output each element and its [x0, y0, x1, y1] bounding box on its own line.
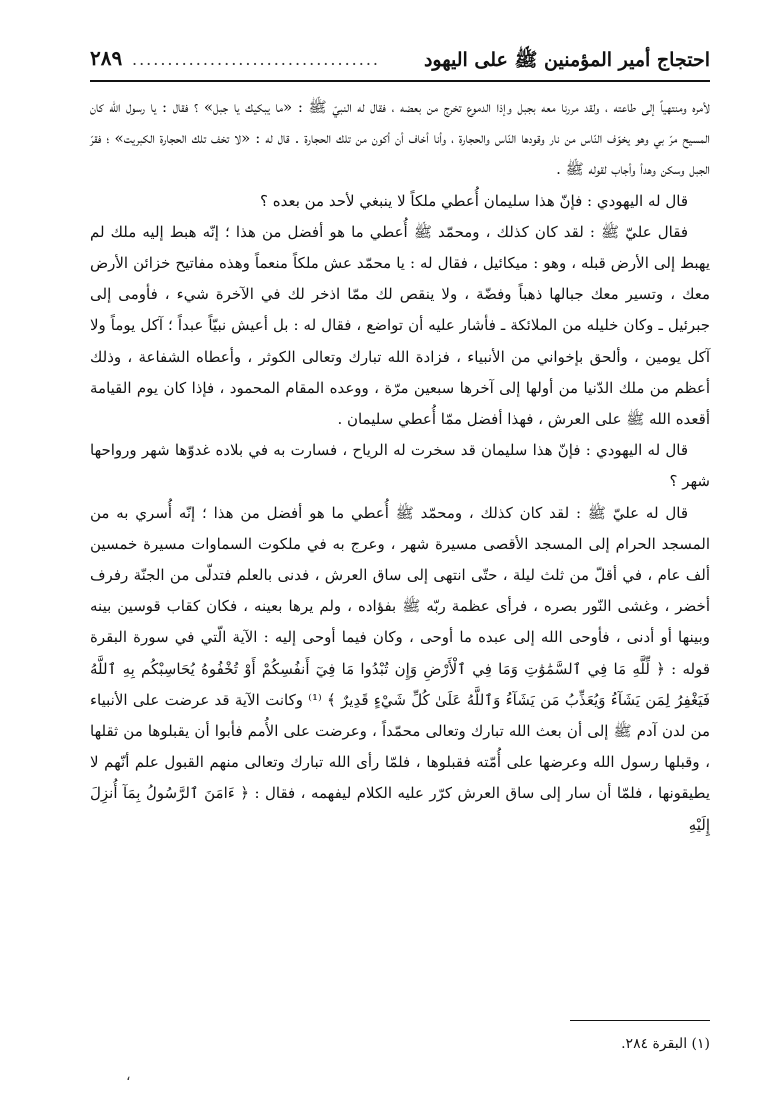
paragraph-1: لأمره ومنتهياً إلى طاعته ، ولقد مررنا معه بجبل وإذا الدموع تخرج من بعضه ، فقال له النبيّ ﷺ : «ما يبكيك يا جبل» ؟ فقال : يا رسول الله كان المسيح مرّ بي وهو يخوّف النّاس من نار وقودها النّاس والحجارة ، وأنا أخاف أن أكون من تلك الحجارة . قال له : «لا تخف تلك الحجارة الكبريت» ؛ فقرّ الجبل وسكن وهدأ وأجاب لقوله ﷺ . — [90, 98, 710, 179]
page-number: ٢٨٩ — [90, 46, 123, 70]
footnote-rule — [570, 1020, 710, 1021]
header-rule — [90, 80, 710, 82]
header-leader-dots: ................................... — [131, 50, 380, 69]
running-header — [90, 40, 710, 76]
paragraph-3: فقال عليّ ﷺ : لقد كان كذلك ، ومحمّد ﷺ أُعطي ما هو أفضل من هذا ؛ إنّه هبط إليه ملك لم يهبط إلى الأرض قبله ، وهو : ميكائيل ، فقال له : يا محمّد عش ملكاً منعماً وهذه مفاتيح خزائن الأرض معك ، وتسير معك جبالها ذهباً وفضّة ، ولا ينقص لك ممّا اذخر لك في الآخرة شيء ، فأومى إلى جبرئيل ـ وكان خليله من الملائكة ـ فأشار عليه أن تواضع ، فقال له : بل أعيش نبيّاً عبداً ؛ آكل يوماً ولا آكل يومين ، وألحق بإخواني من الأنبياء ، فزادة الله تبارك وتعالى الكوثر ، وأعطاه الشفاعة ، وذلك أعظم من ملك الدّنيا من أولها إلى آخرها سبعين مرّة ، ووعده المقام المحمود ، فإذا كان يوم القيامة أقعده الله ﷺ على العرش ، فهذا أفضل ممّا أُعطي سليمان . — [90, 222, 710, 429]
paragraph-5: قال له عليّ ﷺ : لقد كان كذلك ، ومحمّد ﷺ أُعطي ما هو أفضل من هذا ؛ إنّه أُسري به من المسجد الحرام إلى المسجد الأقصى مسيرة شهر ، وعرج به في ملكوت السماوات مسيرة خمسين ألف عام ، في أقلّ من ثلث ليلة ، حتّى انتهى إلى ساق العرش ، فدنى بالعلم فتدلّى من الجنّة رفرف أخضر ، وغشى النّور بصره ، فرأى عظمة ربّه ﷺ بفؤاده ، ولم يرها بعينه ، فكان كقاب قوسين بينه وبينها أو أدنى ، فأوحى الله إلى عبده ما أوحى ، وكان فيما أوحى إليه : الآية الّتي في سورة البقرة قوله : ﴿ لِّلَّهِ مَا فِي ٱلسَّمَٰوَٰتِ وَمَا فِي ٱلْأَرْضِ وَإِن تُبْدُوا مَا فِيٓ أَنفُسِكُمْ أَوْ تُخْفُوهُ يُحَاسِبْكُم بِهِ ٱللَّهُ فَيَغْفِرُ لِمَن يَشَآءُ وَيُعَذِّبُ مَن يَشَآءُ وَٱللَّهُ عَلَىٰ كُلِّ شَيْءٍ قَدِيرٌ ﴾ ⁽¹⁾ وكانت الآية قد عرضت على الأنبياء من لدن آدم ﷺ إلى أن بعث الله تبارك وتعالى محمّداً ، وعرضت على الأُمم فأبوا أن يقبلوها من ثقلها ، وقبلها رسول الله وعرضها على أُمّته فقبلوها ، فلمّا رأى الله تبارك وتعالى منهم القبول علم أنّهم لا يطيقونها ، فلمّا أن سار إلى ساق العرش كرّر عليه الكلام ليفهمه ، فقال : ﴿ ءَامَنَ ٱلرَّسُولُ بِمَآ أُنزِلَ إِلَيْهِ — [90, 503, 710, 834]
footnote: (١) البقرة ٢٨٤. — [621, 1036, 710, 1052]
body-text — [90, 92, 710, 841]
margin-mark: ، — [126, 1068, 131, 1084]
paragraph-4: قال له اليهودي : فإنّ هذا سليمان قد سخرت له الرياح ، فسارت به في بلاده غدوّها شهر ورواحها شهر ؟ — [90, 441, 710, 491]
paragraph-2: قال له اليهودي : فإنّ هذا سليمان أُعطي ملكاً لا ينبغي لأحد من بعده ؟ — [260, 191, 688, 210]
header-title: احتجاج أمير المؤمنين ﷺ على اليهود — [423, 49, 710, 71]
